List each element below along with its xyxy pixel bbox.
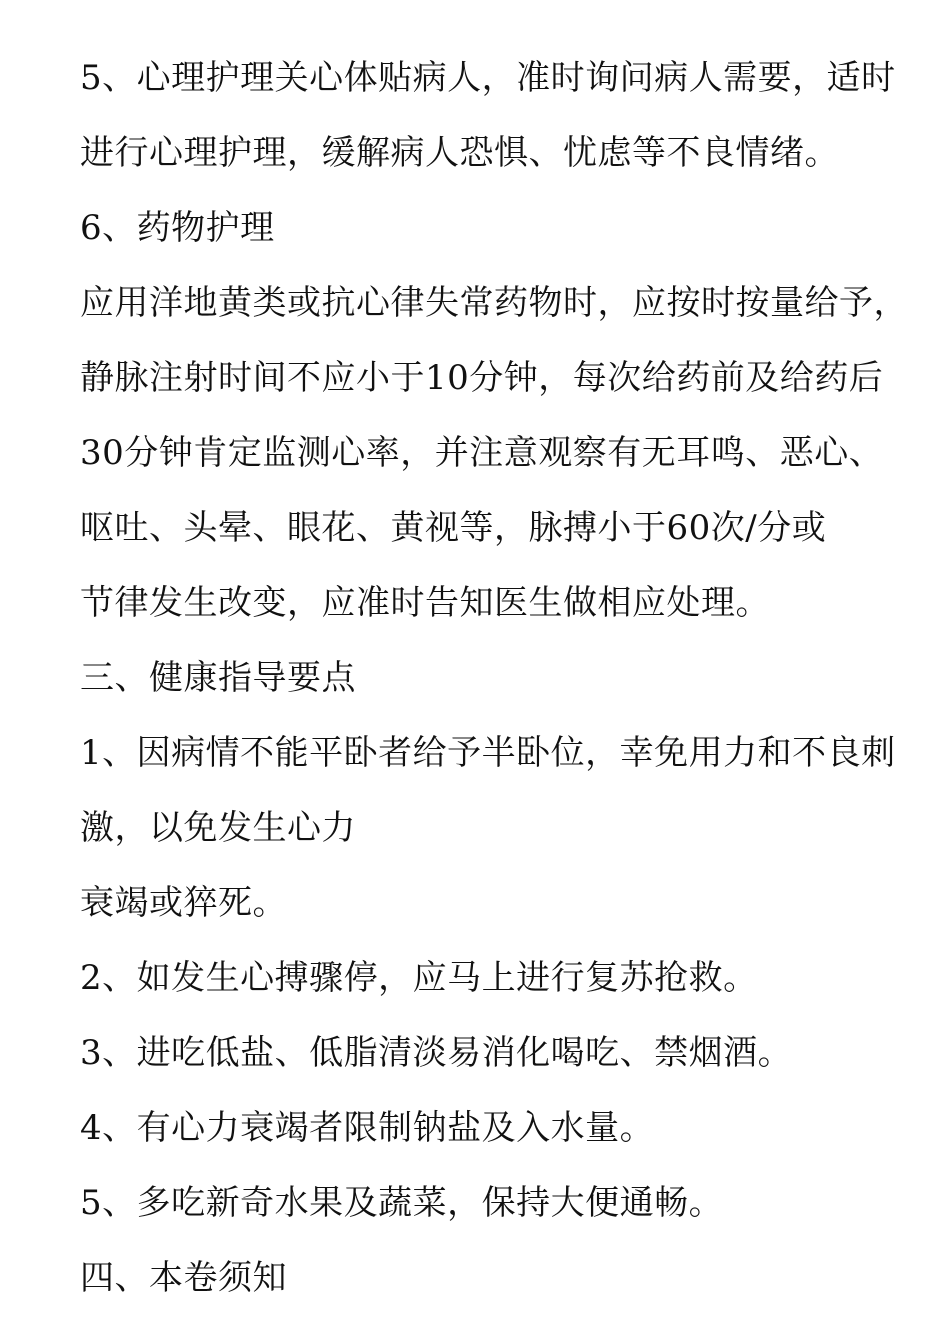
text-line-drug-care-1: 应用洋地黄类或抗心律失常药物时，应按时按量给予， (80, 283, 908, 323)
text-line-drug-care-5: 节律发生改变，应准时告知医生做相应处理。 (80, 583, 770, 623)
text-line-guidance-1a: 1、因病情不能平卧者给予半卧位，幸免用力和不良刺 (80, 733, 896, 773)
text-line-drug-care-2: 静脉注射时间不应小于10分钟，每次给药前及给药后 (80, 358, 884, 398)
section-heading-drug-care: 6、药物护理 (80, 208, 275, 248)
text-line-drug-care-4: 呕吐、头晕、眼花、黄视等，脉搏小于60次/分或 (80, 508, 827, 548)
text-line-guidance-1c: 衰竭或猝死。 (80, 883, 287, 923)
text-line-psych-care-2: 进行心理护理，缓解病人恐惧、忧虑等不良情绪。 (80, 133, 839, 173)
text-line-guidance-3: 3、进吃低盐、低脂清淡易消化喝吃、禁烟酒。 (80, 1033, 793, 1073)
section-heading-health-guidance: 三、健康指导要点 (80, 658, 356, 698)
text-line-guidance-5: 5、多吃新奇水果及蔬菜，保持大便通畅。 (80, 1183, 724, 1223)
section-heading-notes: 四、本卷须知 (80, 1258, 287, 1298)
text-line-guidance-2: 2、如发生心搏骤停，应马上进行复苏抢救。 (80, 958, 758, 998)
text-line-guidance-4: 4、有心力衰竭者限制钠盐及入水量。 (80, 1108, 655, 1148)
text-line-psych-care-1: 5、心理护理关心体贴病人，准时询问病人需要，适时 (80, 58, 896, 98)
text-line-guidance-1b: 激，以免发生心力 (80, 808, 356, 848)
text-line-drug-care-3: 30分钟肯定监测心率，并注意观察有无耳鸣、恶心、 (80, 433, 884, 473)
